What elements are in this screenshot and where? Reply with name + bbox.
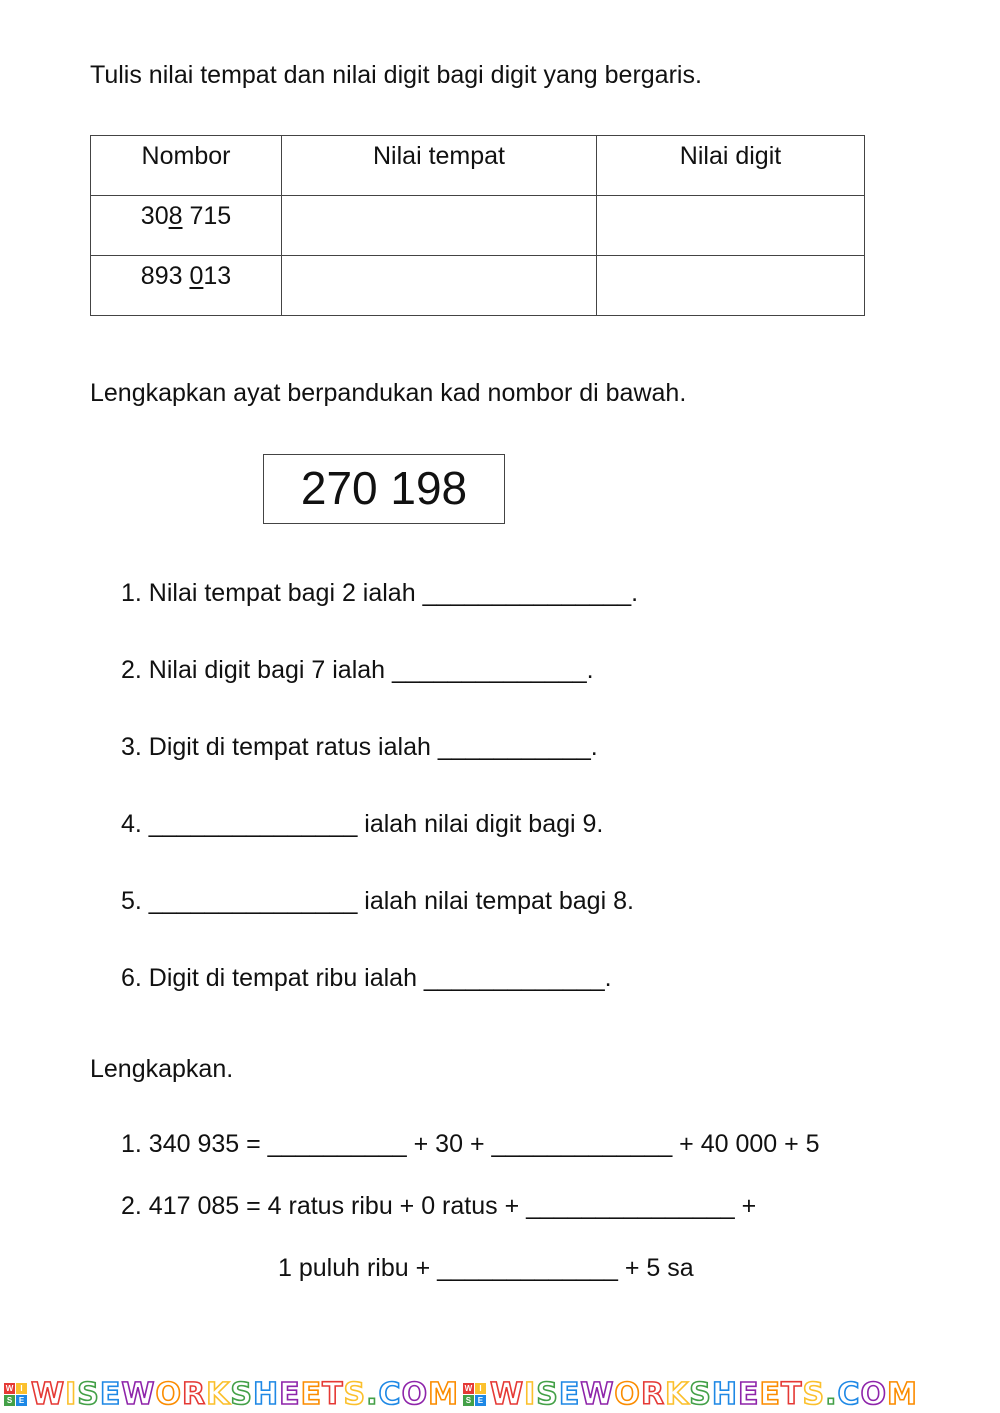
number-cell: 893 013 <box>91 256 282 316</box>
question-2[interactable]: 2. Nilai digit bagi 7 ialah ______________. <box>121 656 594 684</box>
table-header-row <box>91 136 865 196</box>
question-5[interactable]: 5. _______________ ialah nilai tempat bagi 8. <box>121 887 634 915</box>
table-row <box>91 256 865 316</box>
question-3[interactable]: 3. Digit di tempat ratus ialah ___________. <box>121 733 598 761</box>
number-cell: 308 715 <box>91 196 282 256</box>
underlined-digit: 0 <box>189 262 204 290</box>
question-4[interactable]: 4. _______________ ialah nilai digit bagi 9. <box>121 810 604 838</box>
place-value-table <box>90 135 865 316</box>
expansion-question-2-line-2[interactable]: 1 puluh ribu + _____________ + 5 sa <box>278 1254 694 1282</box>
answer-place-value-cell[interactable] <box>282 196 597 256</box>
watermark-footer <box>0 1376 1000 1413</box>
answer-digit-value-cell[interactable] <box>597 196 865 256</box>
header-nilai-tempat: Nilai tempat <box>282 136 597 196</box>
question-6[interactable]: 6. Digit di tempat ribu ialah _____________. <box>121 964 612 992</box>
watermark-text: WISEWORKSHEETS.COM <box>489 1377 918 1412</box>
instruction-complete: Lengkapkan. <box>90 1055 234 1083</box>
answer-digit-value-cell[interactable] <box>597 256 865 316</box>
wiseworksheets-logo-icon: W I S E <box>4 1383 27 1406</box>
question-1[interactable]: 1. Nilai tempat bagi 2 ialah _______________. <box>121 579 639 607</box>
number-card: 270 198 <box>263 454 505 524</box>
underlined-digit: 8 <box>168 202 183 230</box>
table-row <box>91 196 865 256</box>
wiseworksheets-logo-icon: W I S E <box>463 1383 486 1406</box>
instruction-place-value: Tulis nilai tempat dan nilai digit bagi digit yang bergaris. <box>90 61 702 89</box>
watermark-text: WISEWORKSHEETS.COM <box>31 1377 459 1412</box>
header-nilai-digit: Nilai digit <box>597 136 865 196</box>
instruction-number-card: Lengkapkan ayat berpandukan kad nombor di bawah. <box>90 379 687 407</box>
answer-place-value-cell[interactable] <box>282 256 597 316</box>
expansion-question-2-line-1[interactable]: 2. 417 085 = 4 ratus ribu + 0 ratus + _______________ + <box>121 1192 757 1220</box>
header-nombor: Nombor <box>91 136 282 196</box>
expansion-question-1[interactable]: 1. 340 935 = __________ + 30 + _____________ + 40 000 + 5 <box>121 1130 820 1158</box>
